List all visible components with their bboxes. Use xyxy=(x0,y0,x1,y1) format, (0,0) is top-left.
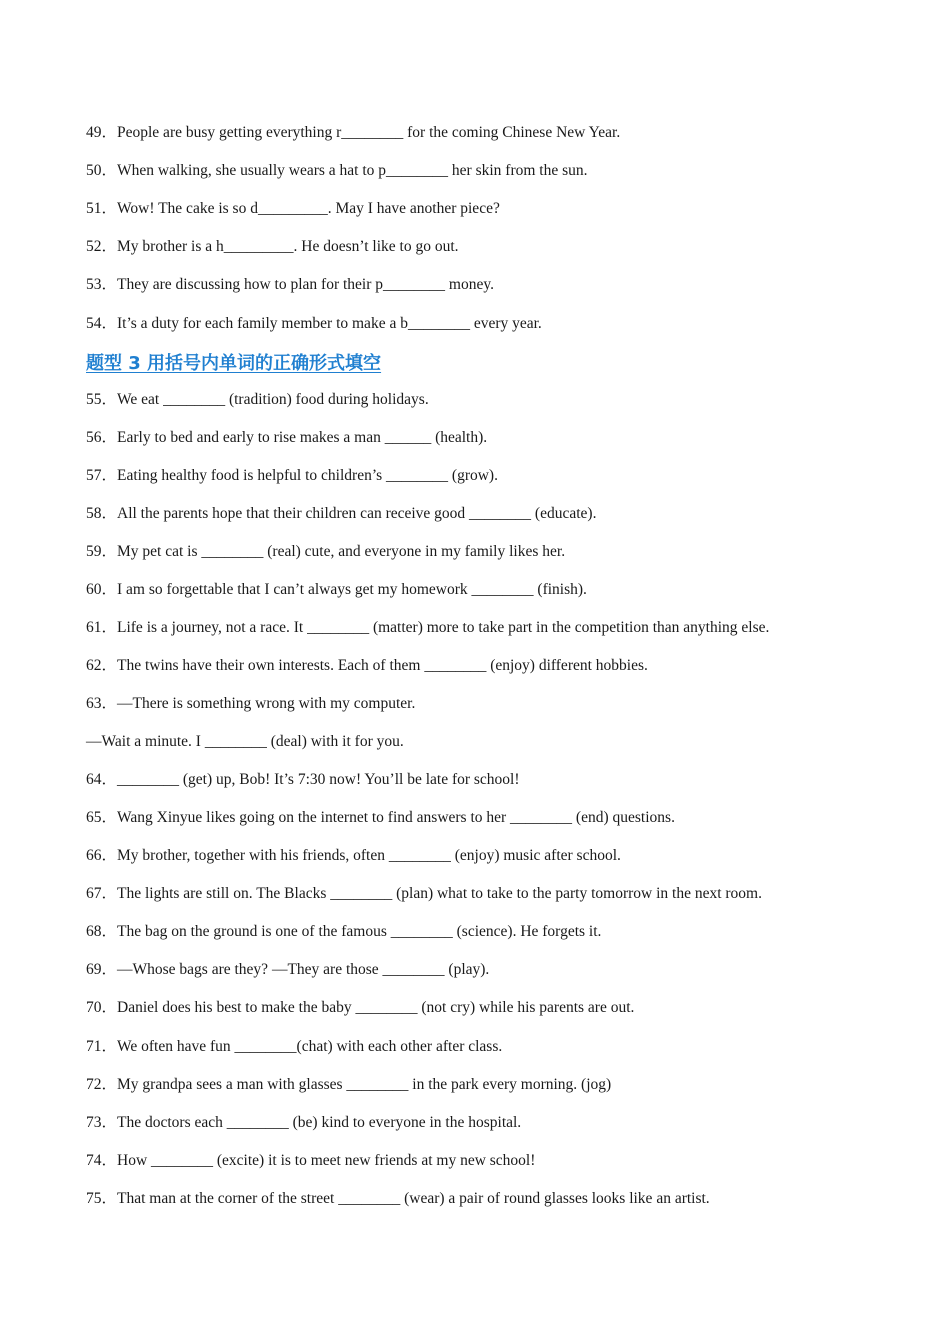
question-51: 51．Wow! The cake is so d_________. May I have another piece? xyxy=(86,200,500,217)
question-67: 67．The lights are still on. The Blacks ________ (plan) what to take to the party tomorrow in the next room. xyxy=(86,885,762,902)
question-64: 64．________ (get) up, Bob! It’s 7:30 now! You’ll be late for school! xyxy=(86,771,520,788)
question-71: 71．We often have fun ________(chat) with each other after class. xyxy=(86,1038,503,1055)
question-53: 53．They are discussing how to plan for their p________ money. xyxy=(86,276,494,293)
question-56: 56．Early to bed and early to rise makes a man ______ (health). xyxy=(86,429,488,446)
question-69: 69．—Whose bags are they? —They are those ________ (play). xyxy=(86,961,490,978)
question-74: 74．How ________ (excite) it is to meet new friends at my new school! xyxy=(86,1152,536,1169)
question-75: 75．That man at the corner of the street ________ (wear) a pair of round glasses looks like an artist. xyxy=(86,1190,710,1207)
question-50: 50．When walking, she usually wears a hat to p________ her skin from the sun. xyxy=(86,162,588,179)
question-60: 60．I am so forgettable that I can’t always get my homework ________ (finish). xyxy=(86,581,587,598)
question-62: 62．The twins have their own interests. Each of them ________ (enjoy) different hobbies. xyxy=(86,657,648,674)
question-61: 61．Life is a journey, not a race. It ________ (matter) more to take part in the competition than anything else. xyxy=(86,619,770,636)
question-72: 72．My grandpa sees a man with glasses ________ in the park every morning. (jog) xyxy=(86,1076,612,1093)
question-63: 63．—There is something wrong with my computer. xyxy=(86,695,416,712)
question-59: 59．My pet cat is ________ (real) cute, and everyone in my family likes her. xyxy=(86,543,566,560)
question-65: 65．Wang Xinyue likes going on the internet to find answers to her ________ (end) questions. xyxy=(86,809,675,826)
question-54: 54．It’s a duty for each family member to make a b________ every year. xyxy=(86,315,542,332)
question-68: 68．The bag on the ground is one of the famous ________ (science). He forgets it. xyxy=(86,923,602,940)
question-70: 70．Daniel does his best to make the baby ________ (not cry) while his parents are out. xyxy=(86,999,635,1016)
question-73: 73．The doctors each ________ (be) kind to everyone in the hospital. xyxy=(86,1114,522,1131)
question-52: 52．My brother is a h_________. He doesn’t like to go out. xyxy=(86,238,459,255)
question-58: 58．All the parents hope that their children can receive good ________ (educate). xyxy=(86,505,597,522)
question-63-reply: —Wait a minute. I ________ (deal) with it for you. xyxy=(86,733,404,750)
question-49: 49．People are busy getting everything r________ for the coming Chinese New Year. xyxy=(86,124,621,141)
question-57: 57．Eating healthy food is helpful to children’s ________ (grow). xyxy=(86,467,498,484)
section-heading: 题型 3 用括号内单词的正确形式填空 xyxy=(86,353,382,374)
question-55: 55．We eat ________ (tradition) food during holidays. xyxy=(86,391,429,408)
question-66: 66．My brother, together with his friends, often ________ (enjoy) music after school. xyxy=(86,847,621,864)
